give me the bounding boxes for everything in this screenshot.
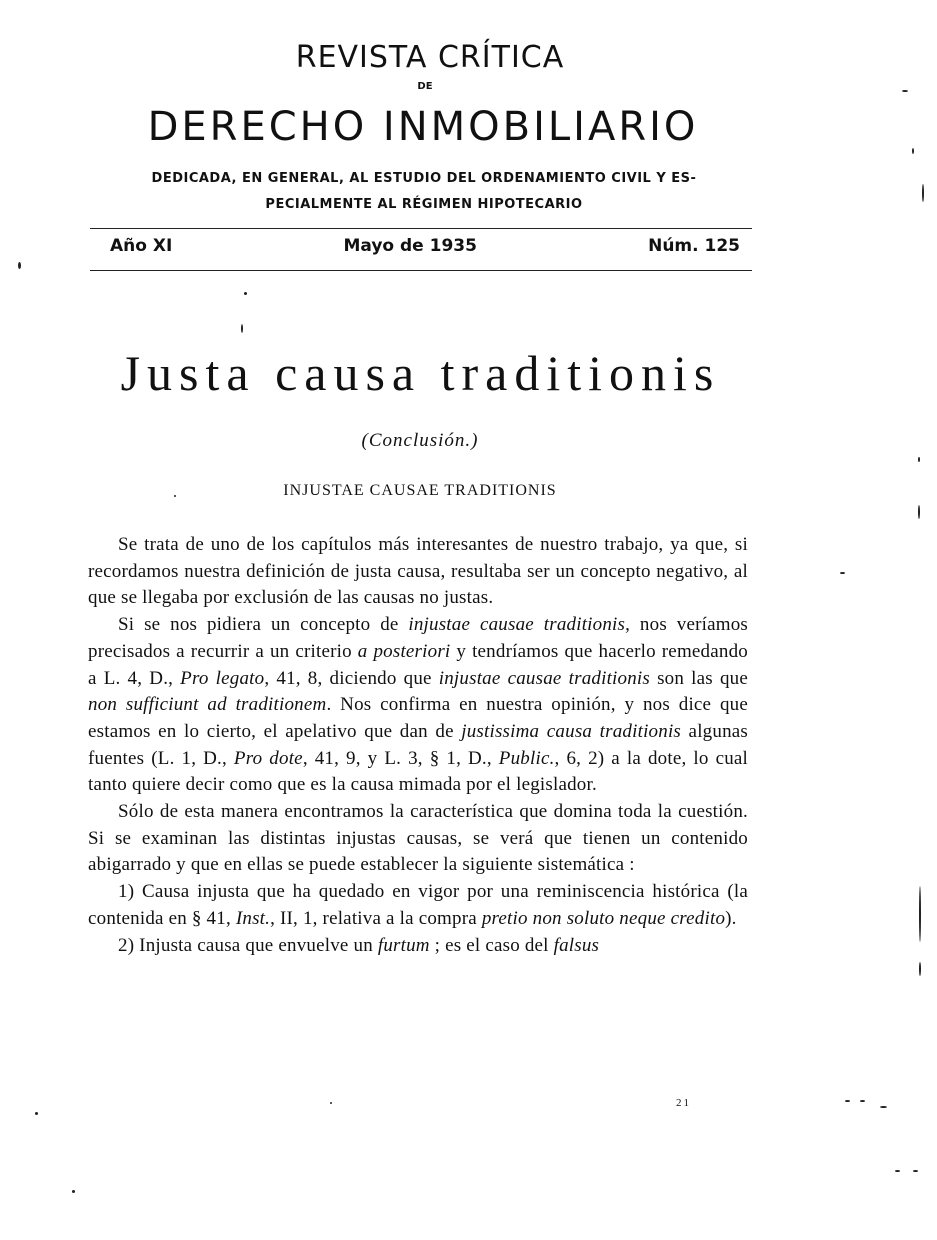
scan-speck bbox=[244, 292, 247, 295]
issue-number: Núm. 125 bbox=[648, 236, 740, 256]
scan-speck bbox=[174, 495, 176, 497]
issue-date: Mayo de 1935 bbox=[343, 236, 477, 256]
paragraph-1: Se trata de uno de los capítulos más interesantes de nuestro trabajo, ya que, si recordamos nuestra definición de justa causa, resultaba ser un concepto negativo, al que se llegaba por exclusión de las causas no justas. bbox=[88, 534, 748, 609]
paragraph-2: Si se nos pidiera un concepto de injustae causae traditionis, nos veríamos precisados a recurrir a un criterio a posteriori y tendríamos que hacerlo remedando a L. 4, D., Pro legato, 41, 8, diciendo que injustae causae traditionis son las que non sufficiunt ad traditionem. Nos confirma en nuestra opinión, y nos dice que estamos en lo cierto, el apelativo que dan de justissima causa traditionis algunas fuentes (L. 1, D., Pro dote, 41, 9, y L. 3, § 1, D., Public., 6, 2) a la dote, lo cual tanto quiere decir como que es la causa mimada por el legislador. bbox=[88, 614, 749, 796]
journal-subtitle-line-1: DEDICADA, EN GENERAL, AL ESTUDIO DEL ORDENAMIENTO CIVIL Y ES- bbox=[151, 171, 697, 186]
journal-title: REVISTA CRÍTICA bbox=[295, 40, 565, 75]
scan-speck bbox=[913, 1170, 918, 1172]
list-item-2: 2) Injusta causa que envuelve un furtum ; es el caso del falsus bbox=[118, 934, 600, 956]
scan-speck bbox=[880, 1106, 887, 1108]
article-body bbox=[88, 532, 748, 959]
scan-speck bbox=[922, 184, 924, 202]
scan-speck bbox=[895, 1170, 900, 1172]
journal-main-title: DERECHO INMOBILIARIO bbox=[147, 104, 699, 150]
journal-subtitle bbox=[90, 166, 758, 218]
bottom-rule bbox=[90, 270, 752, 271]
issue-year: Año XI bbox=[110, 236, 173, 256]
scan-speck bbox=[35, 1112, 38, 1115]
page-number: 21 bbox=[676, 1097, 691, 1109]
top-rule bbox=[90, 228, 752, 229]
issue-info bbox=[110, 236, 740, 256]
scan-speck bbox=[241, 324, 243, 333]
scan-speck bbox=[918, 457, 920, 462]
section-heading: INJUSTAE CAUSAE TRADITIONIS bbox=[283, 482, 557, 499]
scan-speck bbox=[912, 148, 914, 154]
paragraph-3: Sólo de esta manera encontramos la característica que domina toda la cuestión. Si se examinan las distintas injustas causas, se verá que tienen un contenido abigarrado y que en ellas se puede establecer la siguiente sistemática : bbox=[88, 801, 748, 876]
scan-speck bbox=[840, 572, 845, 574]
scan-speck bbox=[919, 886, 921, 942]
article-title: Justa causa traditionis bbox=[120, 345, 721, 401]
scan-speck bbox=[18, 262, 21, 269]
scan-speck bbox=[860, 1100, 865, 1102]
scan-speck bbox=[845, 1100, 850, 1102]
scan-speck bbox=[902, 90, 908, 92]
scan-speck bbox=[918, 505, 920, 519]
scan-speck bbox=[919, 962, 921, 976]
journal-title-connector: DE bbox=[417, 81, 433, 92]
list-item-1: 1) Causa injusta que ha quedado en vigor por una reminiscencia histórica (la contenida en § 41, Inst., II, 1, relativa a la compra pretio non soluto neque credito). bbox=[88, 881, 748, 929]
scan-speck bbox=[72, 1190, 75, 1193]
scan-speck bbox=[330, 1102, 332, 1104]
article-status: (Conclusión.) bbox=[361, 430, 479, 451]
journal-subtitle-line-2: PECIALMENTE AL RÉGIMEN HIPOTECARIO bbox=[265, 197, 583, 212]
